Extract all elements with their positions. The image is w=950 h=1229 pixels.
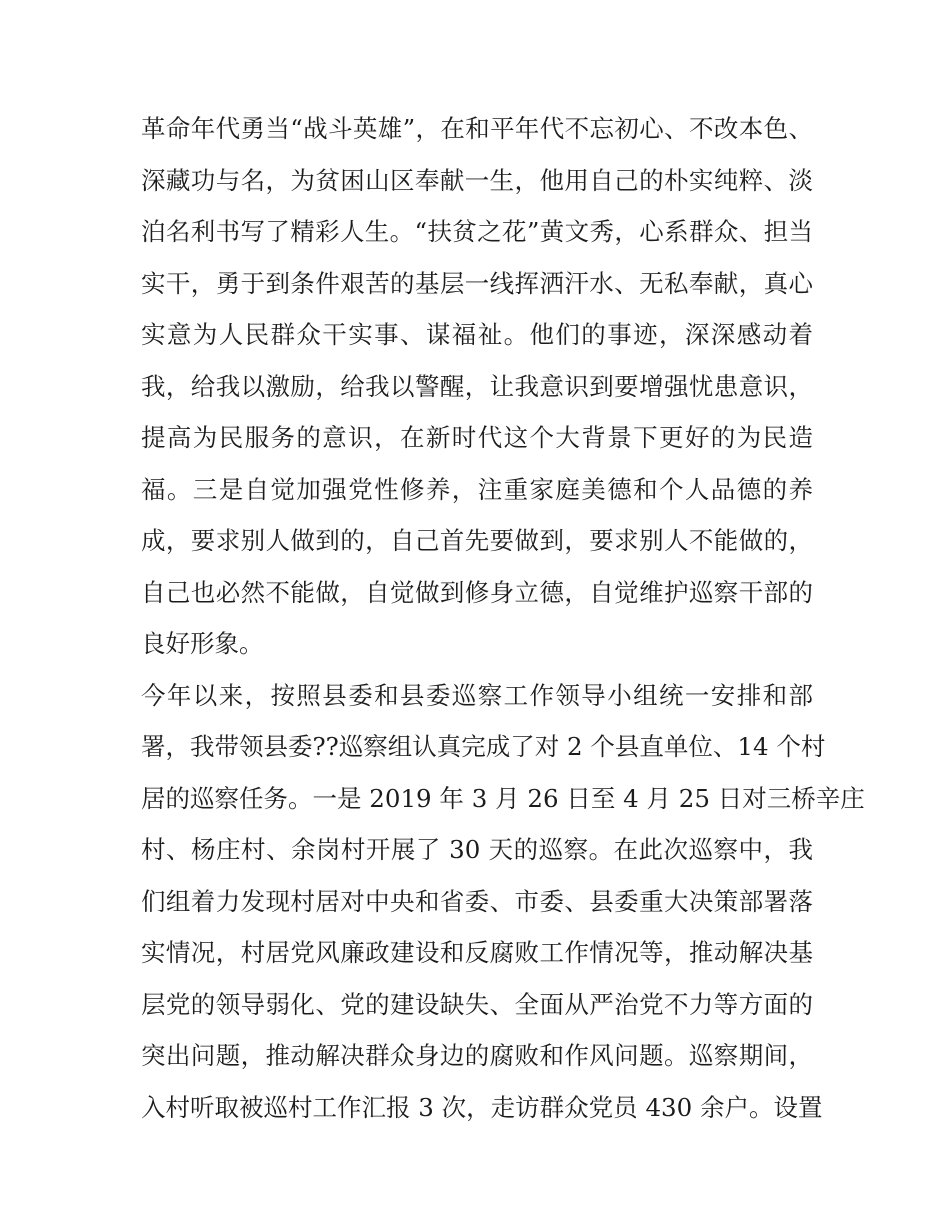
text-line: 入村听取被巡村工作汇报 3 次，走访群众党员 430 余户。设置 — [141, 1092, 823, 1122]
text-line: 实意为人民群众干实事、谋福祉。他们的事迹，深深感动着 — [141, 320, 813, 349]
text-line: 村、杨庄村、余岗村开展了 30 天的巡察。在此次巡察中，我 — [141, 835, 813, 864]
text-line: 们组着力发现村居对中央和省委、市委、县委重大决策部署落 — [141, 886, 813, 916]
text-line: 居的巡察任务。一是 2019 年 3 月 26 日至 4 月 25 日对三桥辛庄 — [141, 783, 865, 813]
text-line: 成，要求别人做到的，自己首先要做到，要求别人不能做的， — [141, 526, 813, 555]
text-line: 提高为民服务的意识，在新时代这个大背景下更好的为民造 — [141, 423, 813, 452]
text-line: 实干，勇于到条件艰苦的基层一线挥洒汗水、无私奉献，真心 — [141, 268, 813, 298]
text-line: 今年以来，按照县委和县委巡察工作领导小组统一安排和部 — [141, 680, 813, 710]
text-line: 层党的领导弱化、党的建设缺失、全面从严治党不力等方面的 — [141, 989, 813, 1019]
text-line-paragraph-end: 良好形象。 — [141, 629, 264, 658]
text-line: 实情况，村居党风廉政建设和反腐败工作情况等，推动解决基 — [141, 938, 813, 967]
text-line: 我，给我以激励，给我以警醒，让我意识到要增强忧患意识， — [141, 371, 813, 401]
text-line: 泊名利书写了精彩人生。“扶贫之花”黄文秀，心系群众、担当 — [141, 217, 813, 246]
text-line: 革命年代勇当“战斗英雄”，在和平年代不忘初心、不改本色、 — [141, 114, 813, 143]
text-line: 突出问题，推动解决群众身边的腐败和作风问题。巡察期间， — [141, 1041, 813, 1070]
text-line: 自己也必然不能做，自觉做到修身立德，自觉维护巡察干部的 — [141, 577, 813, 607]
text-line: 福。三是自觉加强党性修养，注重家庭美德和个人品德的养 — [141, 474, 813, 504]
text-line: 深藏功与名，为贫困山区奉献一生，他用自己的朴实纯粹、淡 — [141, 165, 813, 195]
body-text — [141, 103, 865, 1133]
text-line: 署，我带领县委??巡察组认真完成了对 2 个县直单位、14 个村 — [141, 732, 826, 761]
